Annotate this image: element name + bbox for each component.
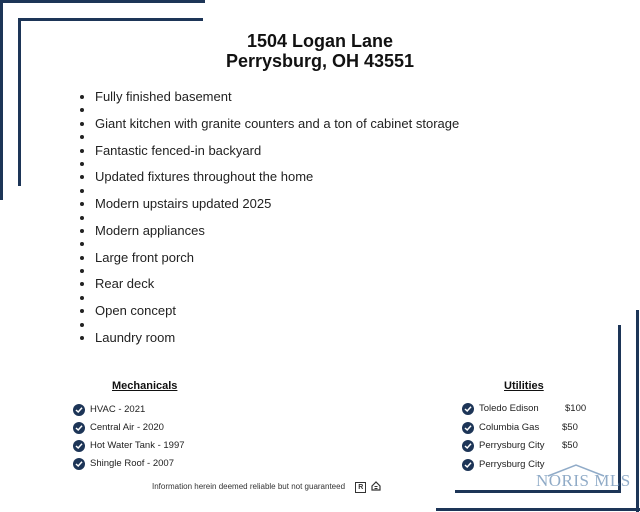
bullet-dot [80, 336, 84, 340]
bullet-dot [80, 256, 84, 260]
bullet-dot [80, 202, 84, 206]
address-line-1: 1504 Logan Lane [246, 31, 394, 51]
mechanical-label: Hot Water Tank - 1997 [90, 440, 185, 451]
utility-amount: $50 [562, 440, 578, 451]
bullet-dot [80, 95, 84, 99]
frame-top-left-horizontal [0, 0, 205, 3]
utility-name: Perrysburg City [479, 458, 545, 470]
bullet-dot [80, 229, 84, 233]
realtor-icon: R [355, 482, 366, 493]
utilities-heading: Utilities [504, 380, 544, 392]
bullet-dot [80, 149, 84, 153]
feature-text: Open concept [95, 303, 176, 319]
bullet-dot [80, 162, 84, 166]
equal-housing-icon [371, 481, 381, 493]
mls-logo [526, 463, 636, 495]
feature-text: Giant kitchen with granite counters and a ton of cabinet storage [95, 115, 460, 131]
bullet-dot [80, 296, 84, 300]
feature-text: Fantastic fenced-in backyard [95, 142, 262, 158]
check-circle-icon [73, 440, 85, 452]
bullet-dot [80, 282, 84, 286]
check-circle-icon [73, 422, 85, 434]
check-circle-icon [462, 422, 474, 434]
feature-text: Modern upstairs updated 2025 [95, 196, 272, 212]
utility-amount: $50 [562, 421, 578, 433]
disclaimer-text: Information herein deemed reliable but not guaranteed [152, 482, 346, 492]
bullet-dot [80, 269, 84, 273]
feature-text: Large front porch [95, 249, 195, 265]
frame-bottom-right-horizontal-outer [436, 508, 640, 511]
frame-top-left-horizontal-inner [18, 18, 203, 21]
feature-text: Fully finished basement [95, 89, 232, 104]
frame-bottom-right-vertical-outer [636, 310, 639, 512]
check-circle-icon [73, 404, 85, 416]
check-circle-icon [73, 458, 85, 470]
bullet-dot [80, 216, 84, 220]
check-circle-icon [462, 459, 474, 471]
mechanicals-heading: Mechanicals [112, 380, 178, 392]
bullet-dot [80, 122, 84, 126]
address-line-2: Perrysburg, OH 43551 [225, 51, 415, 71]
mechanical-label: Shingle Roof - 2007 [90, 458, 174, 469]
feature-text: Modern appliances [95, 222, 205, 238]
bullet-dot [80, 108, 84, 112]
bullet-dot [80, 135, 84, 139]
bullet-dot [80, 309, 84, 313]
feature-text: Laundry room [95, 330, 176, 346]
bullet-dot [80, 189, 84, 193]
bullet-dot [80, 242, 84, 246]
bullet-dot [80, 323, 84, 327]
bullet-dot [80, 175, 84, 179]
check-circle-icon [462, 403, 474, 415]
feature-text: Rear deck [95, 276, 155, 292]
mechanical-label: HVAC - 2021 [90, 404, 146, 415]
mechanical-label: Central Air - 2020 [90, 422, 164, 433]
utility-name: Toledo Edison [479, 403, 539, 414]
feature-text: Updated fixtures throughout the home [95, 169, 314, 185]
utility-name: Perrysburg City [479, 440, 545, 451]
utility-name: Columbia Gas [479, 421, 540, 433]
disclaimer-footer [152, 481, 381, 493]
utility-amount: $100 [565, 403, 587, 414]
logo-text: NORIS MLS [536, 471, 631, 490]
check-circle-icon [462, 440, 474, 452]
